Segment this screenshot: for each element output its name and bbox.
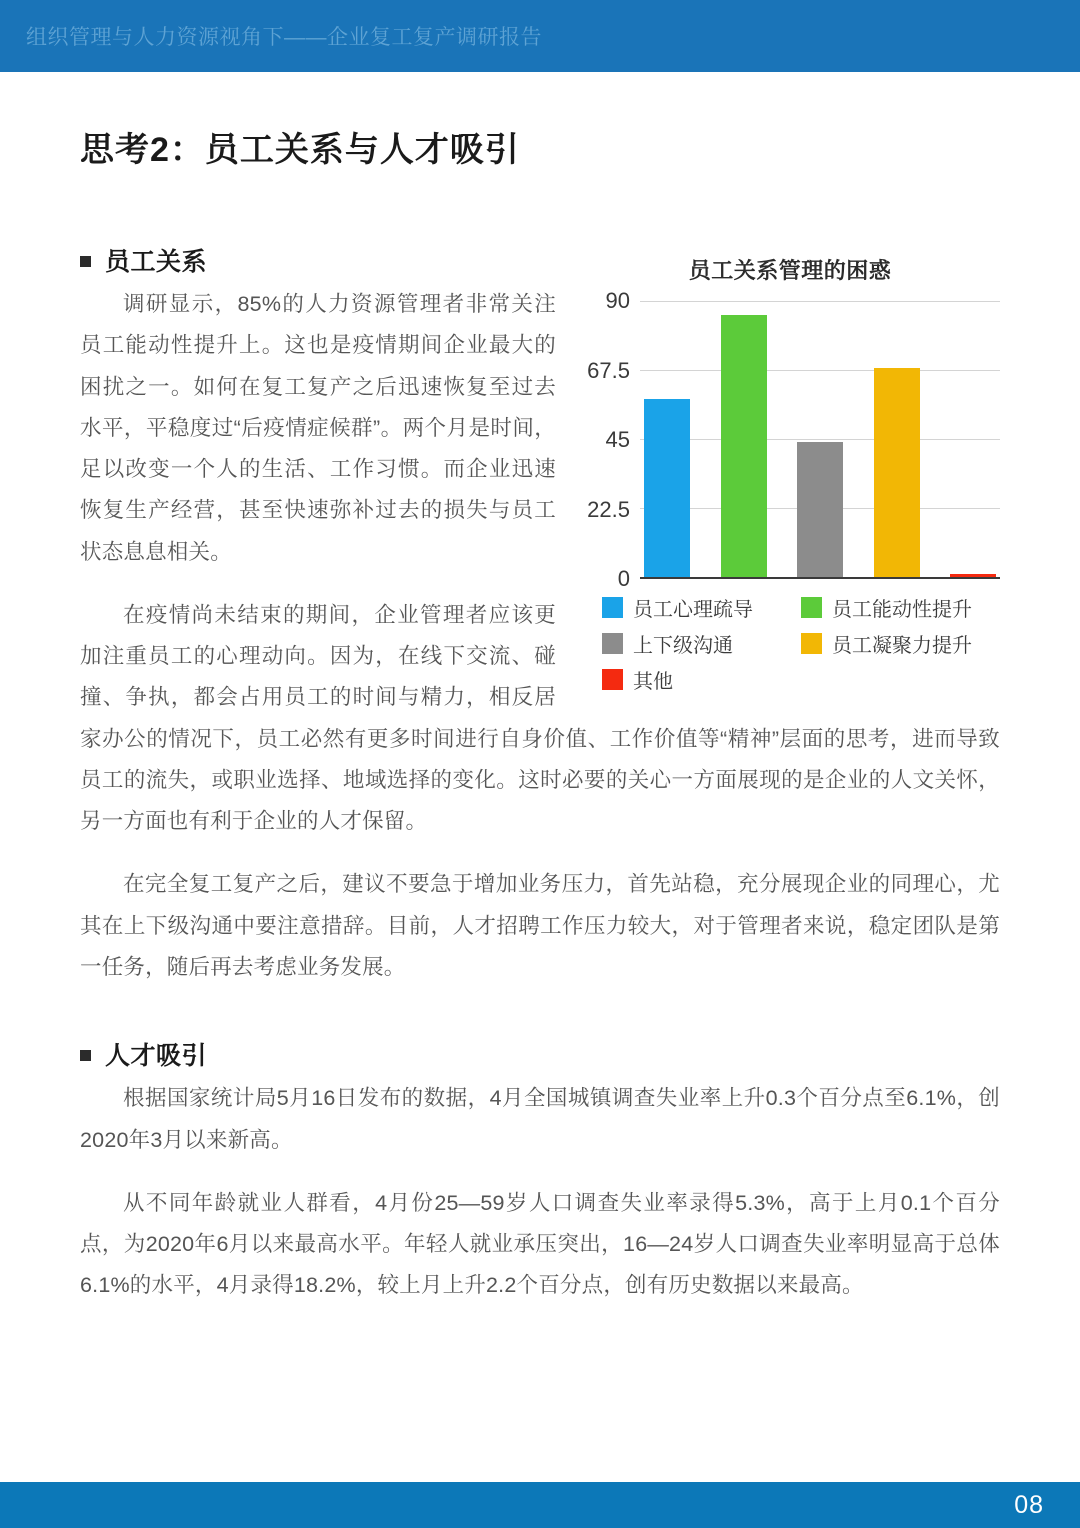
legend-item bbox=[602, 593, 801, 622]
employee-relations-bar-chart bbox=[580, 254, 1000, 701]
chart-legend bbox=[580, 593, 1000, 701]
paragraph-er-1: 调研显示，85%的人力资源管理者非常关注员工能动性提升上。这也是疫情期间企业最大的困扰之一。如何在复工复产之后迅速恢复至过去水平，平稳度过“后疫情症候群”。两个月是时间，足以改变一个人的生活、工作习惯。而企业迅速恢复生产经营，甚至快速弥补过去的损失与员工状态息息相关。 bbox=[80, 292, 556, 564]
legend-item bbox=[602, 665, 801, 694]
paragraph-er-2: 在疫情尚未结束的期间，企业管理者应该更加注重员工的心理动向。因为，在线下交流、碰撞、争执，都会占用员工的时间与精力，相反居家办公的情况下，员工必然有更多时间进行自身价值、工作价值等“精神”层面的思考，进而导致员工的流失，或职业选择、地域选择的变化。这时必要的关心一方面展现的是企业的人文关怀，另一方面也有利于企业的人才保留。 bbox=[80, 602, 1000, 834]
y-tick-22-5: 22.5 bbox=[587, 496, 630, 522]
header-bar bbox=[0, 0, 1080, 72]
y-tick-45: 45 bbox=[605, 427, 630, 452]
legend-item bbox=[602, 629, 801, 658]
y-tick-90: 90 bbox=[605, 288, 630, 313]
page-body bbox=[0, 72, 1080, 1482]
legend-swatch bbox=[602, 633, 623, 654]
chart-title: 员工关系管理的困惑 bbox=[688, 258, 892, 283]
page-number: 08 bbox=[1014, 1491, 1044, 1519]
chart-bar bbox=[644, 399, 690, 577]
section-heading-label: 人才吸引 bbox=[105, 1042, 208, 1071]
square-bullet-icon bbox=[80, 256, 91, 267]
legend-swatch bbox=[602, 597, 623, 618]
legend-label: 员工凝聚力提升 bbox=[832, 635, 972, 657]
chart-y-axis bbox=[580, 288, 640, 591]
legend-label: 员工心理疏导 bbox=[633, 599, 753, 621]
legend-label: 其他 bbox=[633, 671, 673, 693]
page-title: 思考2：员工关系与人才吸引 bbox=[80, 131, 520, 169]
y-tick-0: 0 bbox=[617, 566, 630, 591]
content-column bbox=[80, 242, 1000, 1329]
paragraph-ta-2: 从不同年龄就业人群看，4月份25—59岁人口调查失业率录得5.3%，高于上月0.1个百分点，为2020年6月以来最高水平。年轻人就业承压突出，16—24岁人口调查失业率明显高于总体6.1%的水平，4月录得18.2%，较上月上升2.2个百分点，创有历史数据以来最高。 bbox=[80, 1190, 1000, 1298]
legend-swatch bbox=[602, 669, 623, 690]
paragraph-er-3: 在完全复工复产之后，建议不要急于增加业务压力，首先站稳，充分展现企业的同理心，尤其在上下级沟通中要注意措辞。目前，人才招聘工作压力较大，对于管理者来说，稳定团队是第一任务，随后再去考虑业务发展。 bbox=[80, 872, 1000, 979]
section-heading-talent-attraction bbox=[80, 1036, 1000, 1072]
square-bullet-icon bbox=[80, 1050, 91, 1061]
legend-label: 上下级沟通 bbox=[633, 635, 733, 657]
chart-bar bbox=[950, 574, 996, 577]
y-tick-67-5: 67.5 bbox=[587, 357, 630, 383]
legend-swatch bbox=[801, 633, 822, 654]
chart-bar bbox=[797, 442, 843, 577]
legend-item bbox=[801, 593, 1000, 622]
legend-swatch bbox=[801, 597, 822, 618]
chart-figure bbox=[580, 254, 1000, 701]
chart-plot bbox=[640, 301, 1000, 579]
section-heading-label: 员工关系 bbox=[105, 248, 208, 276]
header-title: 组织管理与人力资源视角下——企业复工复产调研报告 bbox=[26, 26, 542, 49]
chart-bar bbox=[721, 315, 767, 577]
chart-bar bbox=[874, 368, 920, 577]
chart-plot-area bbox=[580, 288, 1000, 591]
section-heading-employee-relations bbox=[80, 242, 556, 278]
footer-bar bbox=[0, 1482, 1080, 1528]
legend-item bbox=[801, 629, 1000, 658]
paragraph-ta-1: 根据国家统计局5月16日发布的数据，4月全国城镇调查失业率上升0.3个百分点至6.1%，创2020年3月以来新高。 bbox=[80, 1086, 1000, 1152]
legend-label: 员工能动性提升 bbox=[832, 599, 972, 621]
chart-bars bbox=[640, 301, 1000, 577]
